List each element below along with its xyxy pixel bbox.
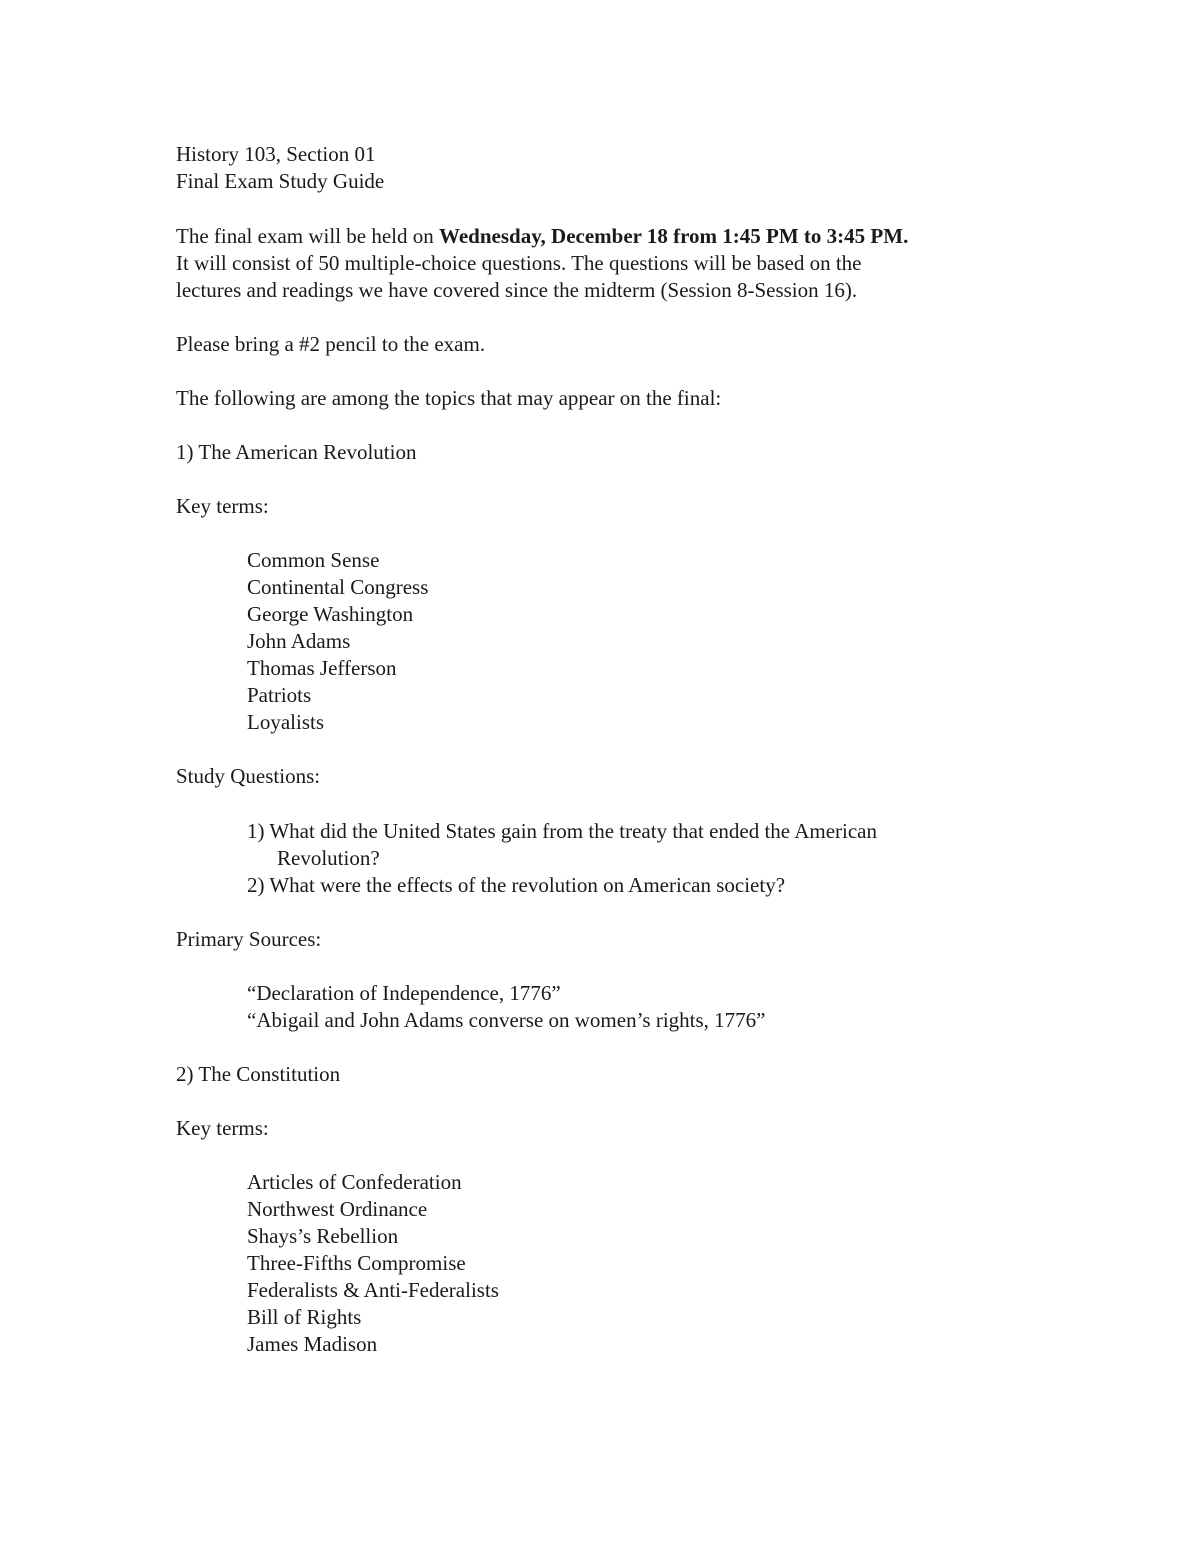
topics-intro: The following are among the topics that may appear on the final:	[176, 386, 722, 410]
key-term-item: Northwest Ordinance	[247, 1197, 428, 1221]
exam-date-line	[176, 223, 908, 250]
key-term-item: Loyalists	[247, 710, 324, 734]
key-term-item: Patriots	[247, 683, 312, 707]
key-term-item: Thomas Jefferson	[247, 656, 397, 680]
key-term-item: Federalists & Anti-Federalists	[247, 1278, 499, 1302]
key-term-item: Common Sense	[247, 548, 380, 572]
key-term-item: John Adams	[247, 629, 351, 653]
primary-sources-label: Primary Sources:	[176, 927, 322, 951]
primary-source-item: “Abigail and John Adams converse on women’s rights, 1776”	[247, 1008, 766, 1032]
key-term-item: Three-Fifths Compromise	[247, 1251, 466, 1275]
exam-coverage-line: lectures and readings we have covered since the midterm (Session 8-Session 16).	[176, 278, 858, 302]
key-term-item: James Madison	[247, 1332, 378, 1356]
study-question-1: 1) What did the United States gain from the treaty that ended the American	[247, 819, 877, 843]
study-questions-label: Study Questions:	[176, 764, 321, 788]
exam-date-prefix: The final exam will be held on	[176, 224, 440, 248]
primary-source-item: “Declaration of Independence, 1776”	[247, 981, 561, 1005]
topic2-key-terms-label: Key terms:	[176, 1116, 269, 1140]
course-heading: History 103, Section 01	[176, 142, 376, 166]
key-term-item: Shays’s Rebellion	[247, 1224, 399, 1248]
document-title: Final Exam Study Guide	[176, 169, 385, 193]
key-term-item: Continental Congress	[247, 575, 429, 599]
topic2-heading: 2) The Constitution	[176, 1062, 341, 1086]
key-term-item: Bill of Rights	[247, 1305, 362, 1329]
pencil-note: Please bring a #2 pencil to the exam.	[176, 332, 486, 356]
topic1-key-terms-label: Key terms:	[176, 494, 269, 518]
study-question-2: 2) What were the effects of the revolution on American society?	[247, 873, 786, 897]
exam-format-line: It will consist of 50 multiple-choice questions. The questions will be based on the	[176, 251, 862, 275]
key-term-item: Articles of Confederation	[247, 1170, 462, 1194]
key-term-item: George Washington	[247, 602, 414, 626]
exam-date-time: Wednesday, December 18 from 1:45 PM to 3:45 PM.	[439, 224, 909, 248]
study-question-1-continued: Revolution?	[277, 846, 380, 870]
topic1-heading: 1) The American Revolution	[176, 440, 417, 464]
